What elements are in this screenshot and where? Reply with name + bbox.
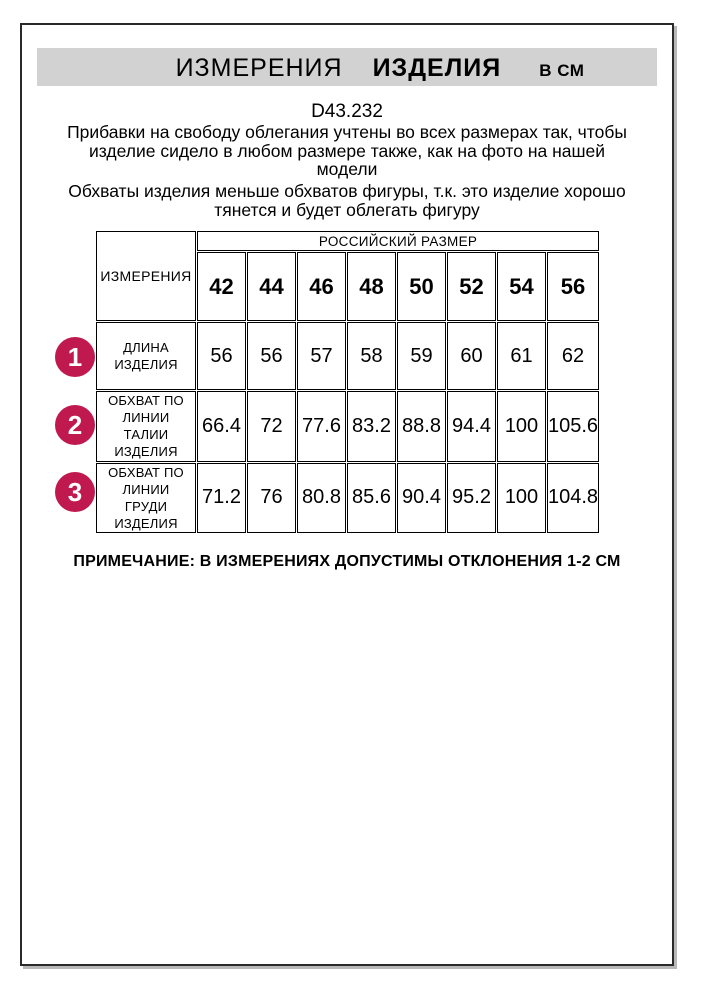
title-measurements: ИЗМЕРЕНИЯ [175, 54, 343, 82]
size-group-header: РОССИЙСКИЙ РАЗМЕР [197, 231, 599, 251]
value-cell: 80.8 [297, 463, 346, 534]
value-cell: 104.8 [547, 463, 599, 534]
row-label: ОБХВАТ ПО ЛИНИИ ГРУДИ ИЗДЕЛИЯ [96, 463, 196, 534]
value-cell: 72 [247, 391, 296, 462]
value-cell: 58 [347, 322, 396, 390]
row-label: ДЛИНА ИЗДЕЛИЯ [96, 322, 196, 390]
size-header-cell: 56 [547, 252, 599, 321]
value-cell: 88.8 [397, 391, 446, 462]
value-cell: 71.2 [197, 463, 246, 534]
value-cell: 76 [247, 463, 296, 534]
size-table [95, 230, 600, 534]
size-header-cell: 54 [497, 252, 546, 321]
size-header-cell: 50 [397, 252, 446, 321]
table-row-waist [96, 391, 599, 462]
paragraph-line: тянется и будет облегать фигуру [214, 199, 480, 220]
title-units: В СМ [539, 61, 585, 80]
table-row-length [96, 322, 599, 390]
title-banner [37, 48, 657, 86]
value-cell: 62 [547, 322, 599, 390]
paragraph-line: модели [316, 159, 378, 180]
value-cell: 60 [447, 322, 496, 390]
value-cell: 59 [397, 322, 446, 390]
size-header-cell: 46 [297, 252, 346, 321]
document-frame [20, 23, 674, 966]
table-group-header-row [96, 231, 599, 251]
paragraph-line: Прибавки на свободу облегания учтены во всех размерах так, чтобы [67, 122, 627, 142]
value-cell: 85.6 [347, 463, 396, 534]
value-cell: 100 [497, 391, 546, 462]
tolerance-note: ПРИМЕЧАНИЕ: В ИЗМЕРЕНИЯХ ДОПУСТИМЫ ОТКЛОНЕНИЯ 1-2 СМ [73, 553, 621, 570]
table-row-chest [96, 463, 599, 534]
size-header-cell: 42 [197, 252, 246, 321]
title-product: ИЗДЕЛИЯ [372, 54, 502, 82]
stretch-note-paragraph [68, 182, 625, 219]
paragraph-line: изделие сидело в любом размере также, как на фото на нашей [88, 140, 606, 161]
size-header-cell: 52 [447, 252, 496, 321]
value-cell: 100 [497, 463, 546, 534]
value-cell: 56 [247, 322, 296, 390]
paragraph-line: Обхваты изделия меньше обхватов фигуры, т.к. это изделие хорошо [68, 181, 626, 201]
size-header-cell: 48 [347, 252, 396, 321]
value-cell: 95.2 [447, 463, 496, 534]
row-label: ОБХВАТ ПО ЛИНИИ ТАЛИИ ИЗДЕЛИЯ [96, 391, 196, 462]
value-cell: 66.4 [197, 391, 246, 462]
size-header-cell: 44 [247, 252, 296, 321]
value-cell: 105.6 [547, 391, 599, 462]
fit-allowance-paragraph [67, 123, 627, 179]
table-corner-header: ИЗМЕРЕНИЯ [96, 231, 196, 321]
value-cell: 56 [197, 322, 246, 390]
value-cell: 77.6 [297, 391, 346, 462]
value-cell: 57 [297, 322, 346, 390]
value-cell: 90.4 [397, 463, 446, 534]
product-code: D43.232 [311, 101, 383, 122]
row-number-badge-1: 1 [55, 337, 95, 377]
value-cell: 94.4 [447, 391, 496, 462]
row-number-badge-3: 3 [55, 472, 95, 512]
row-number-badge-2: 2 [55, 405, 95, 445]
value-cell: 61 [497, 322, 546, 390]
value-cell: 83.2 [347, 391, 396, 462]
